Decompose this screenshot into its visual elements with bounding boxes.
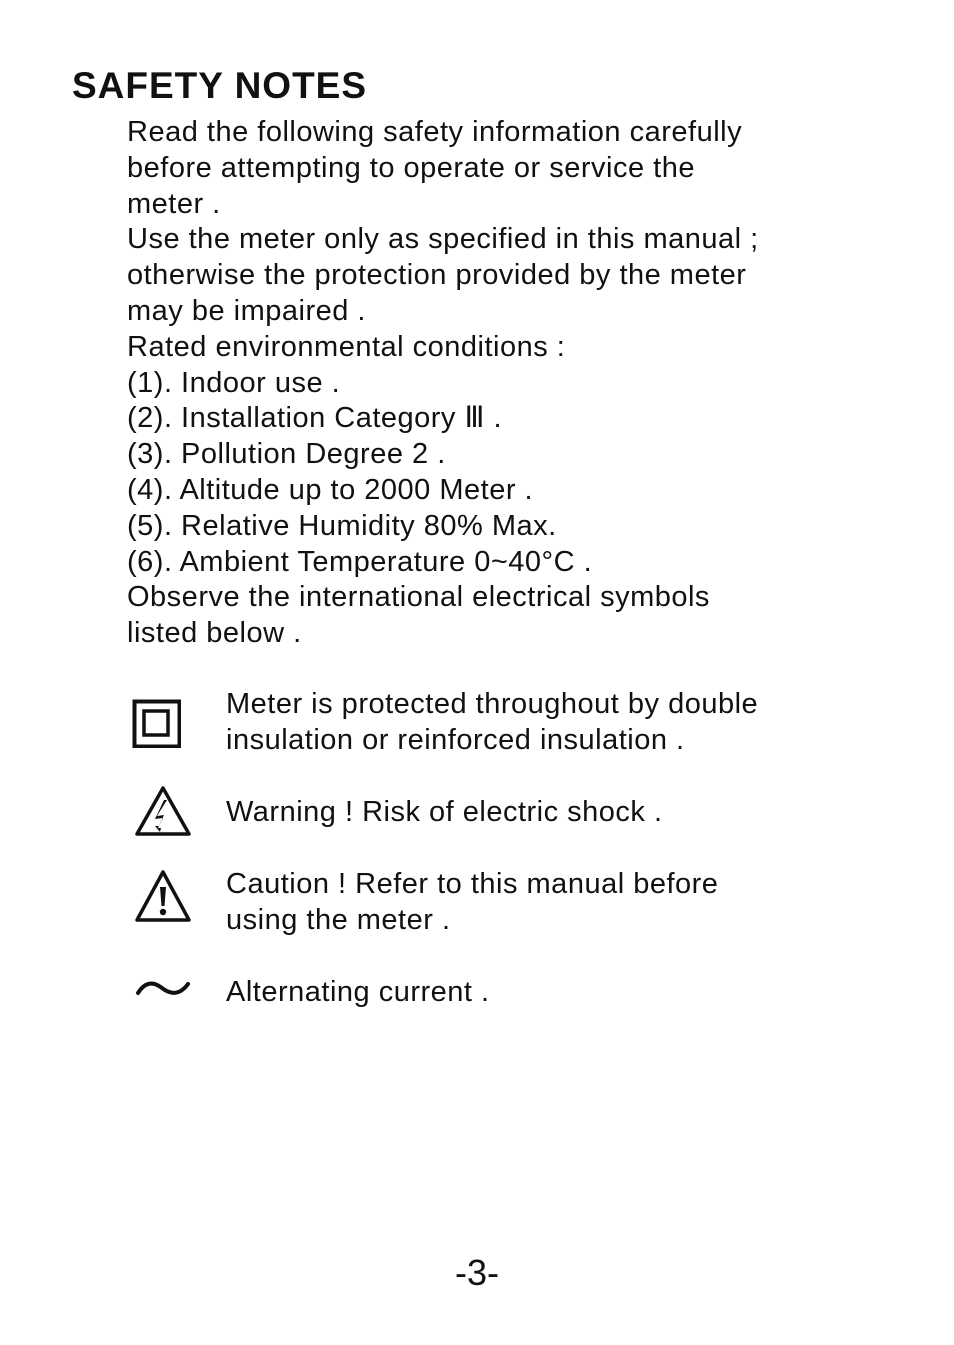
- double-insulation-icon: [131, 698, 181, 748]
- page-title: SAFETY NOTES: [72, 65, 368, 106]
- body-line: Read the following safety information carefully: [127, 116, 743, 148]
- symbol-description-line: insulation or reinforced insulation .: [226, 724, 685, 756]
- condition-item: (2). Installation Category Ⅲ .: [127, 402, 503, 435]
- symbol-description-line: Warning ! Risk of electric shock .: [226, 796, 663, 828]
- body-line: before attempting to operate or service the: [127, 151, 695, 184]
- body-line: otherwise the protection provided by the meter: [127, 259, 747, 292]
- body-line: may be impaired .: [127, 294, 366, 327]
- condition-item: (4). Altitude up to 2000 Meter .: [127, 473, 534, 506]
- body-line: Use the meter only as specified in this manual ;: [127, 223, 759, 256]
- condition-item: (1). Indoor use .: [127, 366, 341, 399]
- condition-item: (6). Ambient Temperature 0~40°C .: [127, 545, 593, 578]
- body-line: Observe the international electrical symbols: [127, 581, 710, 614]
- symbol-description-line: Meter is protected throughout by double: [226, 688, 759, 720]
- alternating-current-icon: [135, 976, 191, 1002]
- condition-item: (3). Pollution Degree 2 .: [127, 438, 446, 471]
- condition-item: (5). Relative Humidity 80% Max.: [127, 509, 557, 542]
- symbol-description-line: using the meter .: [226, 904, 451, 936]
- body-line: meter .: [127, 187, 221, 220]
- symbol-description: [226, 974, 490, 1010]
- body-line: Rated environmental conditions :: [127, 330, 566, 363]
- symbol-description: [226, 866, 718, 938]
- symbol-description: [226, 686, 758, 758]
- symbol-description-line: Caution ! Refer to this manual before: [226, 868, 719, 900]
- caution-icon: [133, 868, 193, 924]
- body-line: listed below .: [127, 617, 302, 650]
- symbol-description-line: Alternating current .: [226, 976, 490, 1008]
- symbol-description: [226, 794, 663, 830]
- electric-shock-warning-icon: [133, 784, 193, 838]
- page-number: -3-: [455, 1252, 499, 1293]
